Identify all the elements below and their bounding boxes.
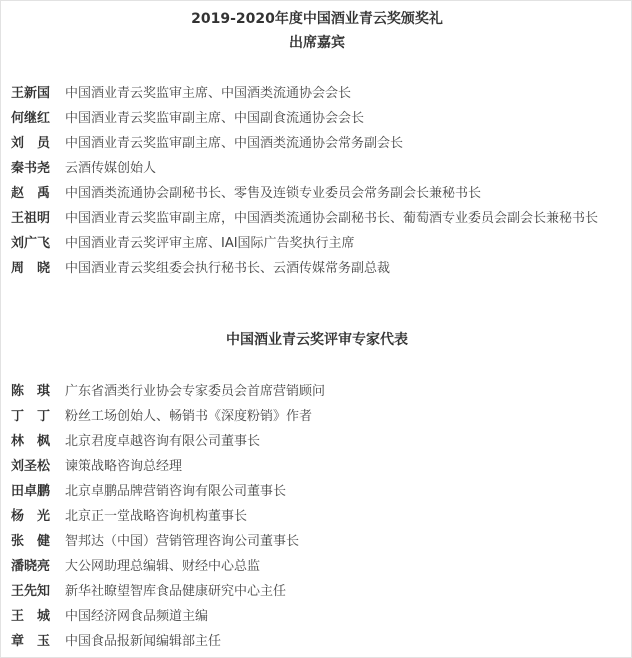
expert-entry [11,529,623,554]
guest-name: 秦书尧 [11,161,51,176]
guest-role: 云酒传媒创始人 [65,161,157,176]
guest-role: 中国酒业青云奖监审副主席、中国酒类流通协会常务副会长 [65,136,404,151]
guest-entry [11,156,623,181]
guest-entry [11,181,623,206]
expert-role: 中国经济网食品频道主编 [65,609,209,624]
expert-role: 中国食品报新闻编辑部主任 [65,634,222,649]
expert-role: 北京君度卓越咨询有限公司董事长 [65,434,261,449]
guest-role: 中国酒业青云奖监审副主席、中国副食流通协会会长 [65,111,365,126]
expert-entry [11,454,623,479]
expert-entry [11,504,623,529]
expert-entry [11,379,623,404]
expert-role: 新华社瞭望智库食品健康研究中心主任 [65,584,287,599]
guest-entry [11,206,623,231]
expert-name: 丁 丁 [11,409,51,424]
expert-entry [11,604,623,629]
guest-name: 赵 禹 [11,186,51,201]
expert-role: 大公网助理总编辑、财经中心总监 [65,559,261,574]
expert-name: 王 城 [11,609,51,624]
expert-name: 张 健 [11,534,51,549]
expert-role: 粉丝工场创始人、畅销书《深度粉销》作者 [65,409,313,424]
guests-section-title: 出席嘉宾 [289,35,345,51]
expert-name: 章 玉 [11,634,51,649]
guest-name: 刘 员 [11,136,51,151]
expert-name: 潘晓亮 [11,559,51,574]
expert-name: 刘圣松 [11,459,51,474]
guest-entry [11,231,623,256]
guest-name: 王新国 [11,86,51,101]
guest-role: 中国酒类流通协会副秘书长、零售及连锁专业委员会常务副会长兼秘书长 [65,186,482,201]
document-title: 2019-2020年度中国酒业青云奖颁奖礼 [191,11,443,27]
experts-list [11,379,623,654]
guest-role: 中国酒业青云奖评审主席、IAI国际广告奖执行主席 [65,236,355,251]
guests-list [11,81,623,281]
guest-name: 刘广飞 [11,236,51,251]
expert-entry [11,404,623,429]
experts-section-title: 中国酒业青云奖评审专家代表 [226,332,408,348]
guest-role: 中国酒业青云奖监审副主席，中国酒类流通协会副秘书长、葡萄酒专业委员会副会长兼秘书长 [65,211,599,226]
expert-role: 北京卓鹏品牌营销咨询有限公司董事长 [65,484,287,499]
expert-entry [11,579,623,604]
expert-entry [11,554,623,579]
guest-entry [11,81,623,106]
expert-entry [11,429,623,454]
guest-entry [11,256,623,281]
guest-name: 王祖明 [11,211,51,226]
guest-role: 中国酒业青云奖监审主席、中国酒类流通协会会长 [65,86,352,101]
expert-role: 谏策战略咨询总经理 [65,459,183,474]
expert-name: 杨 光 [11,509,51,524]
expert-name: 田卓鹏 [11,484,51,499]
guest-role: 中国酒业青云奖组委会执行秘书长、云酒传媒常务副总裁 [65,261,391,276]
expert-name: 王先知 [11,584,51,599]
expert-name: 林 枫 [11,434,51,449]
expert-role: 北京正一堂战略咨询机构董事长 [65,509,248,524]
guest-name: 周 晓 [11,261,51,276]
expert-role: 智邦达（中国）营销管理咨询公司董事长 [65,534,300,549]
guest-entry [11,131,623,156]
expert-name: 陈 琪 [11,384,51,399]
expert-entry [11,479,623,504]
guest-name: 何继红 [11,111,51,126]
guest-entry [11,106,623,131]
expert-entry [11,629,623,654]
expert-role: 广东省酒类行业协会专家委员会首席营销顾问 [65,384,326,399]
